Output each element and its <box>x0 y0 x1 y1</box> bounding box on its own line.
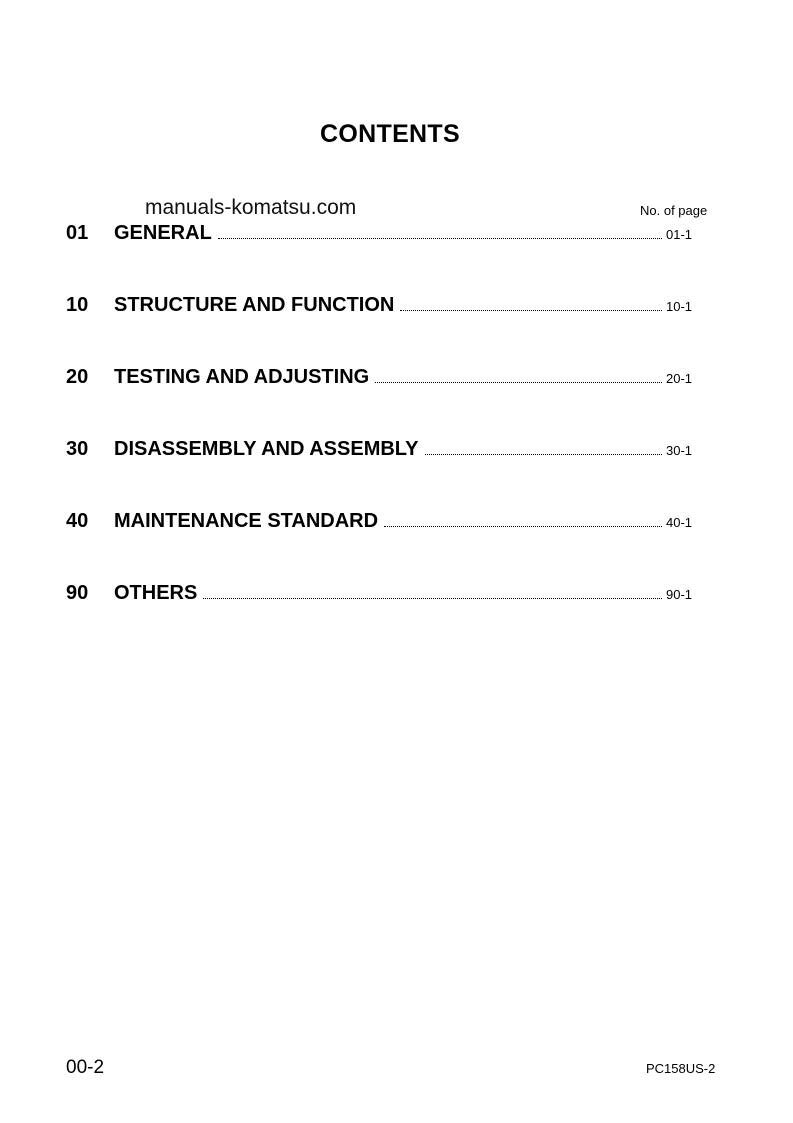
toc-entry-maintenance-standard[interactable] <box>66 510 696 538</box>
toc-section-number: 90 <box>66 582 89 604</box>
toc-entry-structure-and-function[interactable] <box>66 294 696 322</box>
toc-leader-dots <box>384 526 662 527</box>
toc-section-title: STRUCTURE AND FUNCTION <box>114 294 395 316</box>
toc-leader-dots <box>375 382 662 383</box>
toc-leader-dots <box>425 454 662 455</box>
toc-section-number: 40 <box>66 510 89 532</box>
watermark-text: manuals-komatsu.com <box>145 196 357 219</box>
toc-section-title: MAINTENANCE STANDARD <box>114 510 379 532</box>
page-column-header: No. of page <box>640 203 708 218</box>
toc-section-title: DISASSEMBLY AND ASSEMBLY <box>114 438 419 460</box>
toc-section-title: TESTING AND ADJUSTING <box>114 366 370 388</box>
toc-page-number: 20-1 <box>666 371 693 386</box>
toc-section-title: GENERAL <box>114 222 212 244</box>
toc-page-number: 01-1 <box>666 227 693 242</box>
toc-leader-dots <box>203 598 662 599</box>
toc-page-number: 40-1 <box>666 515 693 530</box>
toc-entry-others[interactable] <box>66 582 696 610</box>
toc-section-title: OTHERS <box>114 582 198 604</box>
footer-page-number: 00-2 <box>66 1057 105 1078</box>
toc-section-number: 01 <box>66 222 89 244</box>
toc-entry-disassembly-and-assembly[interactable] <box>66 438 696 466</box>
toc-page-number: 10-1 <box>666 299 693 314</box>
toc-leader-dots <box>400 310 662 311</box>
toc-section-number: 30 <box>66 438 89 460</box>
footer-model-code: PC158US-2 <box>646 1061 716 1076</box>
toc-section-number: 10 <box>66 294 89 316</box>
toc-entry-testing-and-adjusting[interactable] <box>66 366 696 394</box>
toc-page-number: 90-1 <box>666 587 693 602</box>
page-title: CONTENTS <box>320 120 460 148</box>
toc-section-number: 20 <box>66 366 89 388</box>
toc-leader-dots <box>218 238 662 239</box>
toc-page-number: 30-1 <box>666 443 693 458</box>
toc-entry-general[interactable] <box>66 222 696 250</box>
